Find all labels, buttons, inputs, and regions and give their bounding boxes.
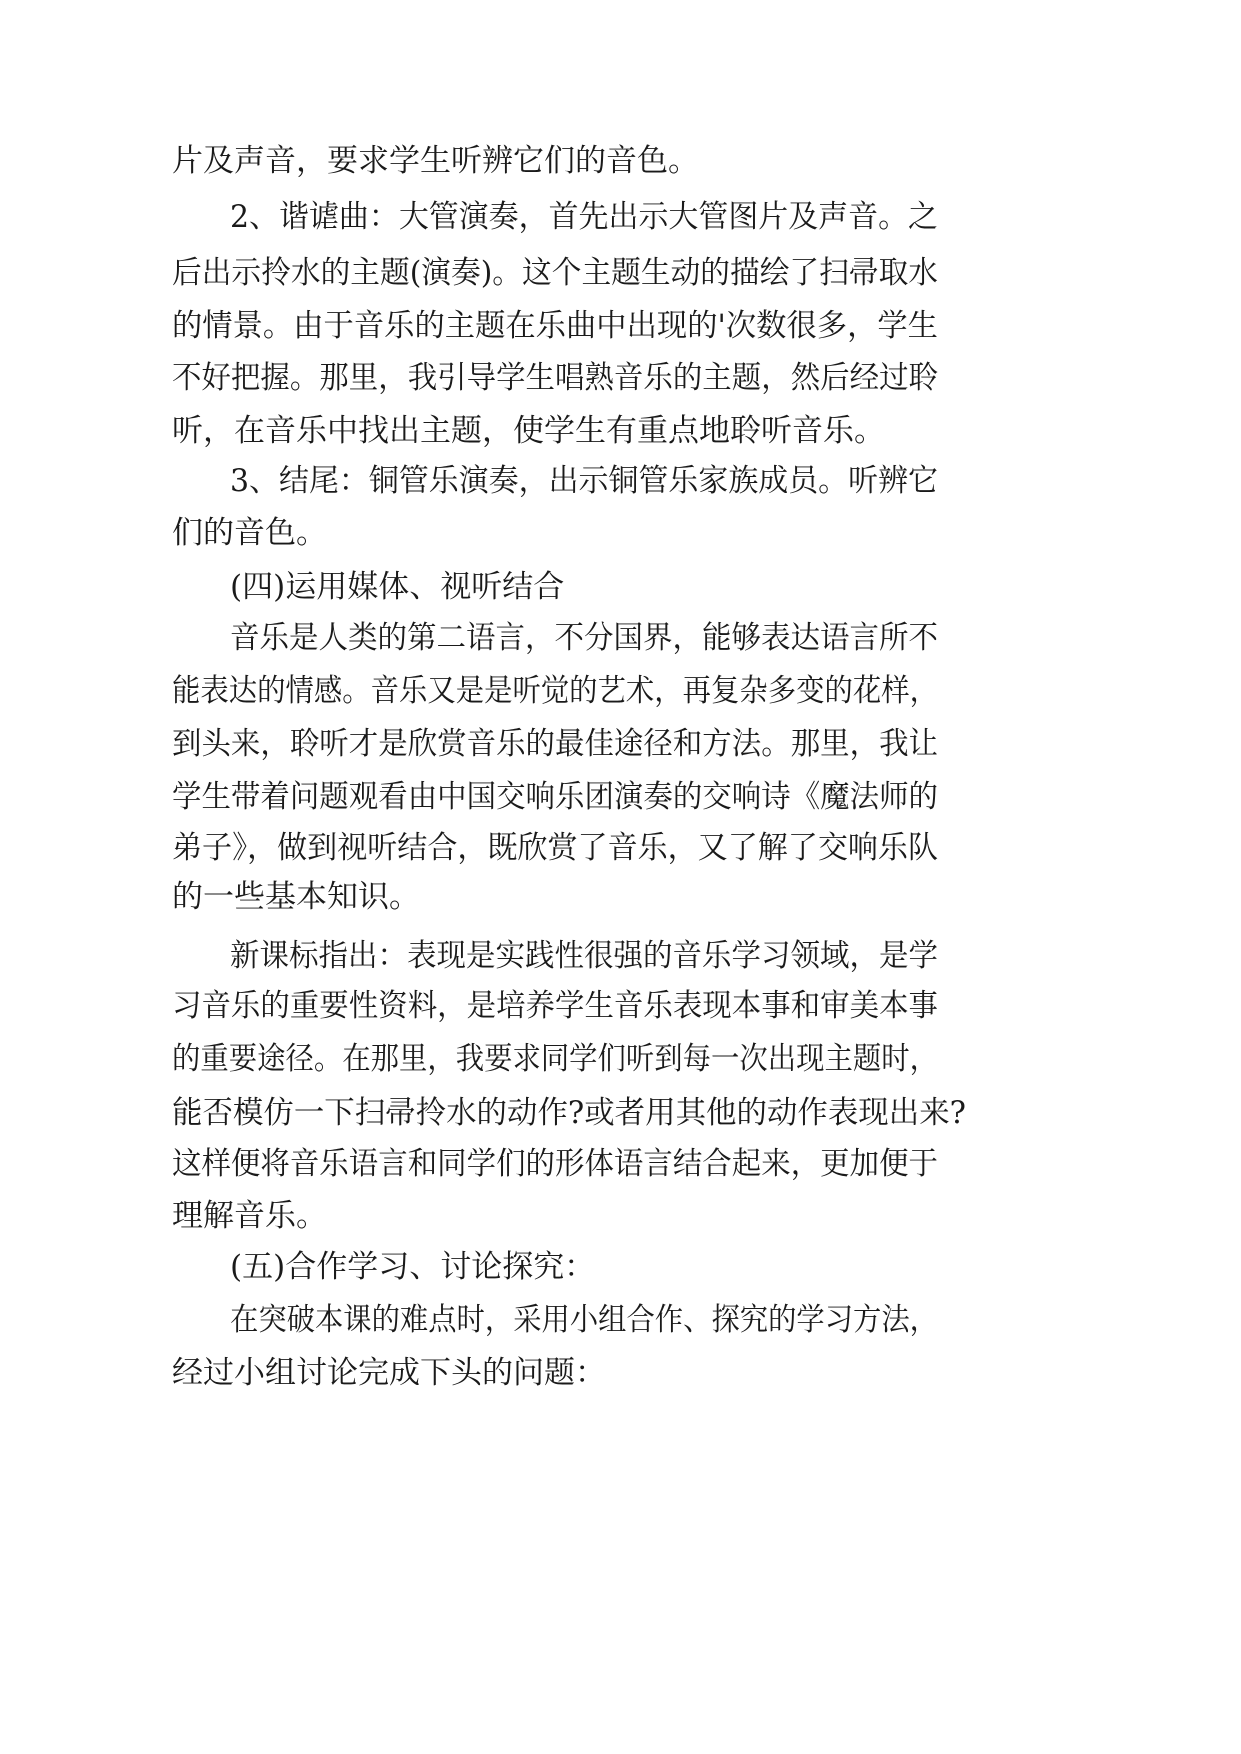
line-text: 的情景。由于音乐的主题在乐曲中出现的'次数很多，学生 — [172, 308, 938, 344]
line-text: 经过小组讨论完成下头的问题： — [172, 1355, 606, 1391]
text-line-10 — [0, 612, 1241, 664]
line-text: 音乐是人类的第二语言，不分国界，能够表达语言所不 — [230, 620, 938, 656]
line-text: 能否模仿一下扫帚拎水的动作?或者用其他的动作表现出来? — [172, 1095, 966, 1131]
text-line-4 — [0, 300, 1241, 352]
text-line-22 — [0, 1241, 1241, 1293]
text-line-1 — [0, 135, 1241, 187]
line-text: 2、谐谑曲：大管演奏，首先出示大管图片及声音。之 — [230, 199, 938, 235]
text-line-5 — [0, 352, 1241, 404]
text-line-8 — [0, 507, 1241, 559]
text-line-3 — [0, 247, 1241, 299]
text-line-18 — [0, 1033, 1241, 1085]
line-text: 学生带着问题观看由中国交响乐团演奏的交响诗《魔法师的 — [172, 779, 938, 815]
text-line-6 — [0, 405, 1241, 457]
text-line-7 — [0, 455, 1241, 507]
line-text: 的一些基本知识。 — [172, 879, 420, 915]
line-text: 到头来，聆听才是欣赏音乐的最佳途径和方法。那里，我让 — [172, 726, 938, 762]
text-line-24 — [0, 1347, 1241, 1399]
line-text: 弟子》，做到视听结合，既欣赏了音乐，又了解了交响乐队 — [172, 830, 938, 866]
line-text: 后出示拎水的主题(演奏)。这个主题生动的描绘了扫帚取水 — [172, 255, 938, 291]
line-text: 能表达的情感。音乐又是是听觉的艺术，再复杂多变的花样， — [172, 673, 938, 709]
text-line-20 — [0, 1138, 1241, 1190]
line-text: 在突破本课的难点时，采用小组合作、探究的学习方法， — [230, 1302, 938, 1338]
line-text: 们的音色。 — [172, 515, 327, 551]
line-text: 新课标指出：表现是实践性很强的音乐学习领域，是学 — [230, 938, 938, 974]
line-text: 的重要途径。在那里，我要求同学们听到每一次出现主题时， — [172, 1041, 938, 1077]
text-line-21 — [0, 1190, 1241, 1242]
text-line-2 — [0, 191, 1241, 243]
text-line-12 — [0, 718, 1241, 770]
text-line-13 — [0, 771, 1241, 823]
text-line-11 — [0, 665, 1241, 717]
text-line-19 — [0, 1087, 1241, 1139]
line-text: 3、结尾：铜管乐演奏，出示铜管乐家族成员。听辨它 — [230, 463, 938, 499]
line-text: 习音乐的重要性资料，是培养学生音乐表现本事和审美本事 — [172, 988, 938, 1024]
line-text: 理解音乐。 — [172, 1198, 327, 1234]
text-line-23 — [0, 1294, 1241, 1346]
text-line-9 — [0, 561, 1241, 613]
line-text: 不好把握。那里，我引导学生唱熟音乐的主题，然后经过聆 — [172, 360, 938, 396]
text-line-17 — [0, 980, 1241, 1032]
line-text: (四)运用媒体、视听结合 — [230, 569, 565, 605]
line-text: (五)合作学习、讨论探究： — [230, 1249, 596, 1285]
text-line-16 — [0, 930, 1241, 982]
line-text: 听，在音乐中找出主题，使学生有重点地聆听音乐。 — [172, 413, 885, 449]
text-line-14 — [0, 822, 1241, 874]
line-text: 片及声音，要求学生听辨它们的音色。 — [172, 143, 699, 179]
line-text: 这样便将音乐语言和同学们的形体语言结合起来，更加便于 — [172, 1146, 938, 1182]
text-line-15 — [0, 871, 1241, 923]
